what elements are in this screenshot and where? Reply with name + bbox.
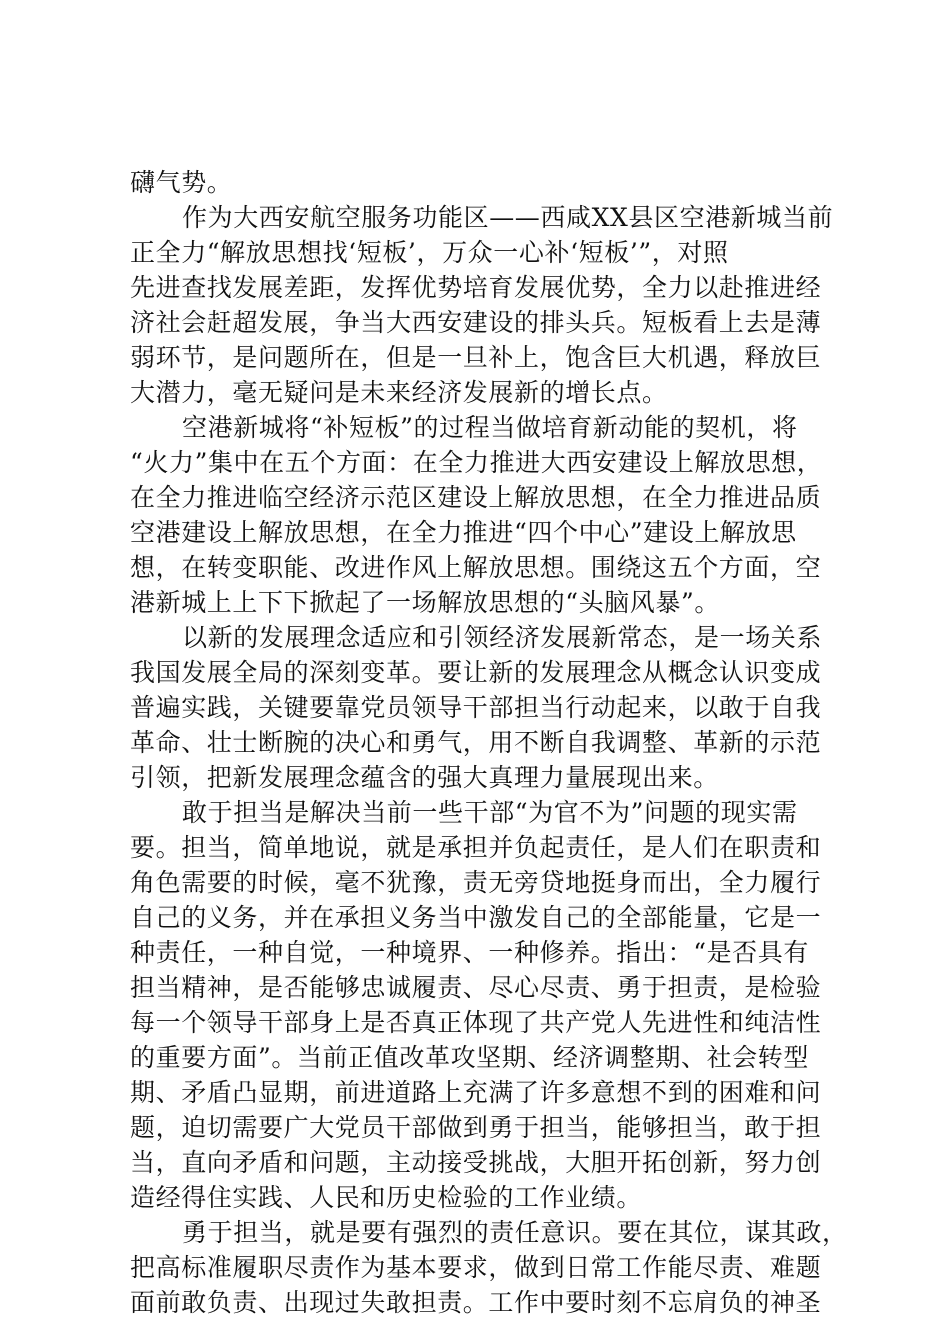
text-line: 种责任，一种自觉，一种境界、一种修养。指出：“是否具有 [130,938,809,967]
text-line: 革命、壮士断腕的决心和勇气，用不断自我调整、革新的示范 [130,728,822,757]
text-line: 自己的义务，并在承担义务当中激发自己的全部能量，它是一 [130,903,822,932]
text-line: 的重要方面”。当前正值改革攻坚期、经济调整期、社会转型 [130,1043,809,1072]
text-line: 期、矛盾凸显期，前进道路上充满了许多意想不到的困难和问 [130,1078,822,1107]
paragraph-first-line: 作为大西安航空服务功能区——西咸XX县区空港新城当前 [182,203,834,232]
text-line: 我国发展全局的深刻变革。要让新的发展理念从概念认识变成 [130,658,822,687]
text-line: 正全力“解放思想找‘短板’，万众一心补‘短板’”，对照 [130,238,729,267]
text-line: 弱环节，是问题所在，但是一旦补上，饱含巨大机遇，释放巨 [130,343,822,372]
text-line: 先进查找发展差距，发挥优势培育发展优势，全力以赴推进经 [130,273,822,302]
paragraph-first-line: 以新的发展理念适应和引领经济发展新常态，是一场关系 [182,623,823,652]
text-line: 大潜力，毫无疑问是未来经济发展新的增长点。 [130,378,668,407]
text-line: 想，在转变职能、改进作风上解放思想。围绕这五个方面，空 [130,553,822,582]
text-line: 每一个领导干部身上是否真正体现了共产党人先进性和纯洁性 [130,1008,822,1037]
text-line: “火力”集中在五个方面：在全力推进大西安建设上解放思想， [130,448,823,477]
text-line: 要。担当，简单地说，就是承担并负起责任，是人们在职责和 [130,833,822,862]
paragraph-first-line: 勇于担当，就是要有强烈的责任意识。要在其位，谋其政， [182,1218,848,1247]
text-line: 角色需要的时候，毫不犹豫，责无旁贷地挺身而出，全力履行 [130,868,822,897]
text-line: 空港建设上解放思想，在全力推进“四个中心”建设上解放思 [130,518,797,547]
paragraph-first-line: 敢于担当是解决当前一些干部“为官不为”问题的现实需 [182,798,798,827]
paragraph-first-line: 空港新城将“补短板”的过程当做培育新动能的契机，将 [182,413,798,442]
text-line: 面前敢负责、出现过失敢担责。工作中要时刻不忘肩负的神圣 [130,1288,822,1317]
text-line: 港新城上上下下掀起了一场解放思想的“头脑风暴”。 [130,588,720,617]
text-line: 造经得住实践、人民和历史检验的工作业绩。 [130,1183,643,1212]
text-line: 当，直向矛盾和问题，主动接受挑战，大胆开拓创新，努力创 [130,1148,822,1177]
text-line: 把高标准履职尽责作为基本要求，做到日常工作能尽责、难题 [130,1253,822,1282]
text-line: 礴气势。 [130,168,233,197]
text-line: 普遍实践，关键要靠党员领导干部担当行动起来，以敢于自我 [130,693,822,722]
text-line: 担当精神，是否能够忠诚履责、尽心尽责、勇于担责，是检验 [130,973,822,1002]
text-line: 济社会赶超发展，争当大西安建设的排头兵。短板看上去是薄 [130,308,822,337]
text-line: 在全力推进临空经济示范区建设上解放思想，在全力推进品质 [130,483,822,512]
text-line: 引领，把新发展理念蕴含的强大真理力量展现出来。 [130,763,719,792]
text-line: 题，迫切需要广大党员干部做到勇于担当，能够担当，敢于担 [130,1113,822,1142]
